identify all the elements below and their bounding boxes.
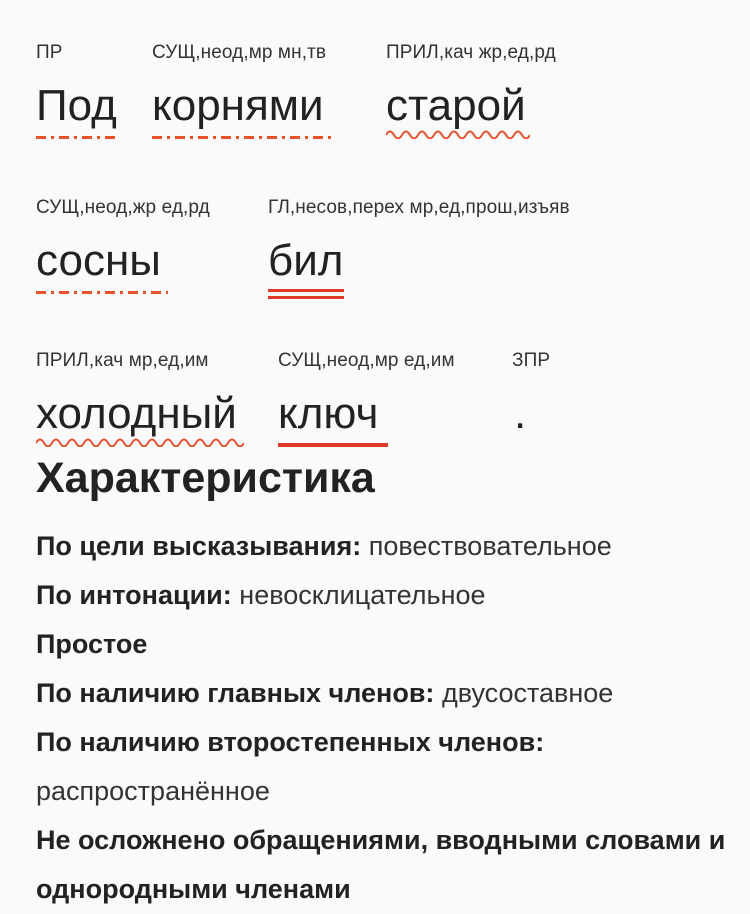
word-tag: ЗПР [512,350,551,371]
word-tag: ГЛ,несов,перех мр,ед,прош,изъяв [268,197,570,218]
characteristic-value: повествовательное [368,531,612,561]
double-underline [268,289,344,299]
word-tag: ПР [36,42,63,63]
dash-dot-underline [36,291,168,294]
word-text: бил [268,236,344,285]
word-tag: ПРИЛ,кач мр,ед,им [36,350,209,371]
word-text: холодный [36,389,237,438]
characteristics-title: Характеристика [36,454,375,502]
characteristic-purpose [36,522,726,571]
characteristic-complication [36,816,726,914]
word-tag: ПРИЛ,кач жр,ед,рд [386,42,556,63]
characteristic-main-members [36,669,726,718]
word-tag: СУЩ,неод,мр ед,им [278,350,455,371]
word-text: Под [36,81,117,130]
characteristic-label: По цели высказывания: [36,531,362,561]
single-underline [278,443,388,447]
word-text: ключ [278,389,379,438]
sentence-row-3 [0,308,750,438]
characteristic-label: По наличию второстепенных членов: [36,727,545,757]
sentence-row-2 [0,155,750,313]
sentence-row-1 [0,0,750,150]
characteristic-intonation [36,571,726,620]
word-text: сосны [36,236,161,285]
word-text: старой [386,81,526,130]
word-tag: СУЩ,неод,жр ед,рд [36,197,210,218]
characteristic-secondary-members [36,718,726,816]
wavy-underline [36,435,244,447]
dash-dot-underline [36,136,118,139]
characteristic-value: невосклицательное [239,580,486,610]
characteristic-label: Не осложнено обращениями, вводными словами и однородными членами [36,825,726,904]
wavy-underline [386,127,530,139]
dash-dot-underline [152,136,334,139]
characteristic-label: По наличию главных членов: [36,678,435,708]
characteristics-list [36,522,726,914]
word-text: . [514,389,527,438]
characteristic-simple [36,620,726,669]
characteristic-label: Простое [36,629,148,659]
word-tag: СУЩ,неод,мр мн,тв [152,42,327,63]
word-text: корнями [152,81,324,130]
characteristic-value: распространённое [36,776,270,806]
characteristic-value: двусоставное [441,678,614,708]
characteristic-label: По интонации: [36,580,232,610]
